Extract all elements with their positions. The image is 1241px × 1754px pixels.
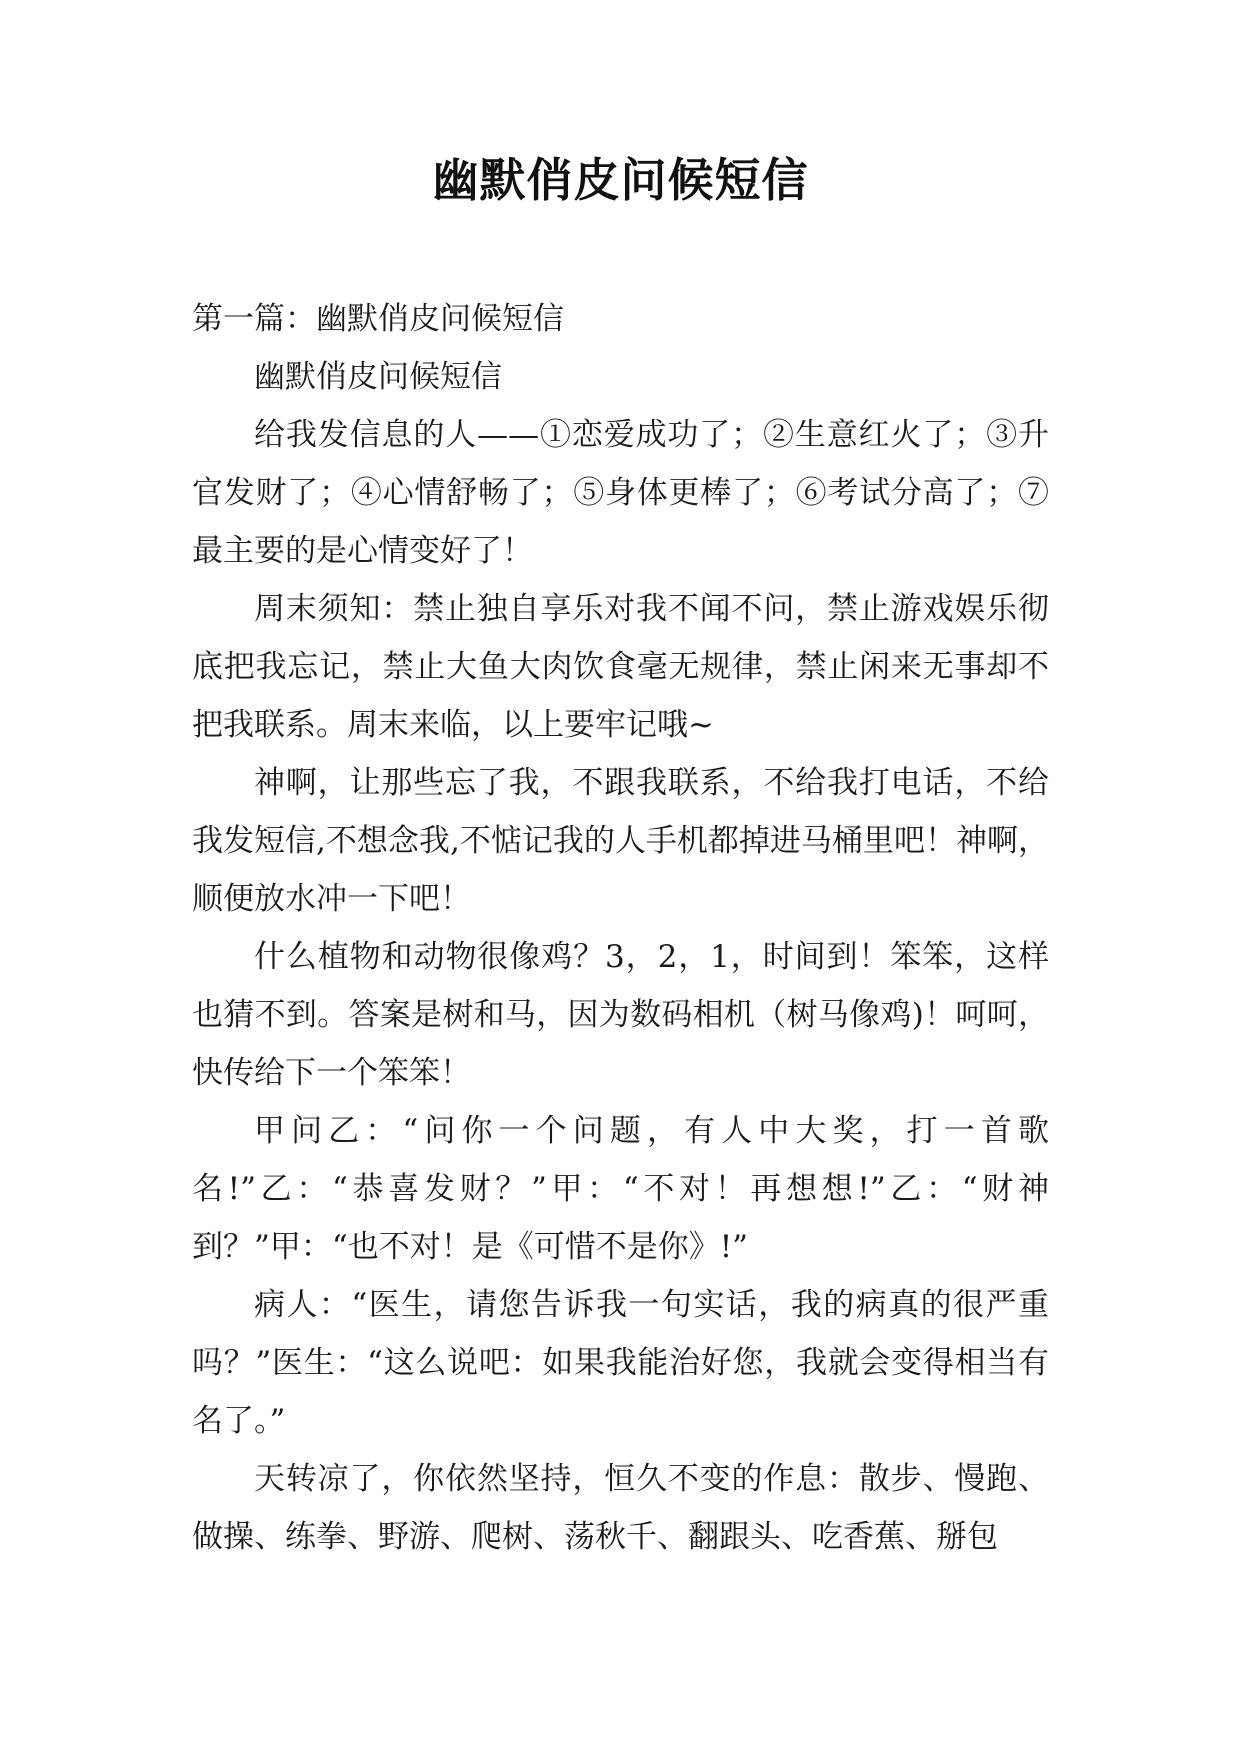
paragraph-subtitle: 幽默俏皮问候短信: [254, 359, 502, 395]
paragraph: 什么植物和动物很像鸡？3，2，1，时间到！笨笨，这样也猜不到。答案是树和马，因为数码相机（树马像鸡)！呵呵，快传给下一个笨笨！: [192, 939, 1049, 1091]
paragraph: 给我发信息的人——①恋爱成功了；②生意红火了；③升官发财了；④心情舒畅了；⑤身体更棒了；⑥考试分高了；⑦最主要的是心情变好了！: [192, 417, 1049, 569]
paragraph: 天转凉了，你依然坚持，恒久不变的作息：散步、慢跑、做操、练拳、野游、爬树、荡秋千、翻跟头、吃香蕉、掰包: [192, 1461, 1049, 1555]
paragraph: 病人：“医生，请您告诉我一句实话，我的病真的很严重吗？”医生：“这么说吧：如果我能治好您，我就会变得相当有名了。”: [192, 1287, 1049, 1439]
paragraph: 神啊，让那些忘了我，不跟我联系，不给我打电话，不给我发短信,不想念我,不惦记我的人手机都掉进马桶里吧！神啊，顺便放水冲一下吧！: [192, 765, 1049, 917]
document-body: [192, 290, 1049, 1566]
page-title: 幽默俏皮问候短信: [432, 153, 809, 207]
paragraph: 周末须知：禁止独自享乐对我不闻不问，禁止游戏娱乐彻底把我忘记，禁止大鱼大肉饮食毫无规律，禁止闲来无事却不把我联系。周末来临，以上要牢记哦~: [192, 591, 1049, 743]
section-heading: 第一篇：幽默俏皮问候短信: [192, 301, 564, 337]
paragraph: 甲问乙：“问你一个问题，有人中大奖，打一首歌名!”乙：“恭喜发财？”甲：“不对！再想想!”乙：“财神到？”甲：“也不对！是《可惜不是你》!”: [192, 1113, 1049, 1265]
